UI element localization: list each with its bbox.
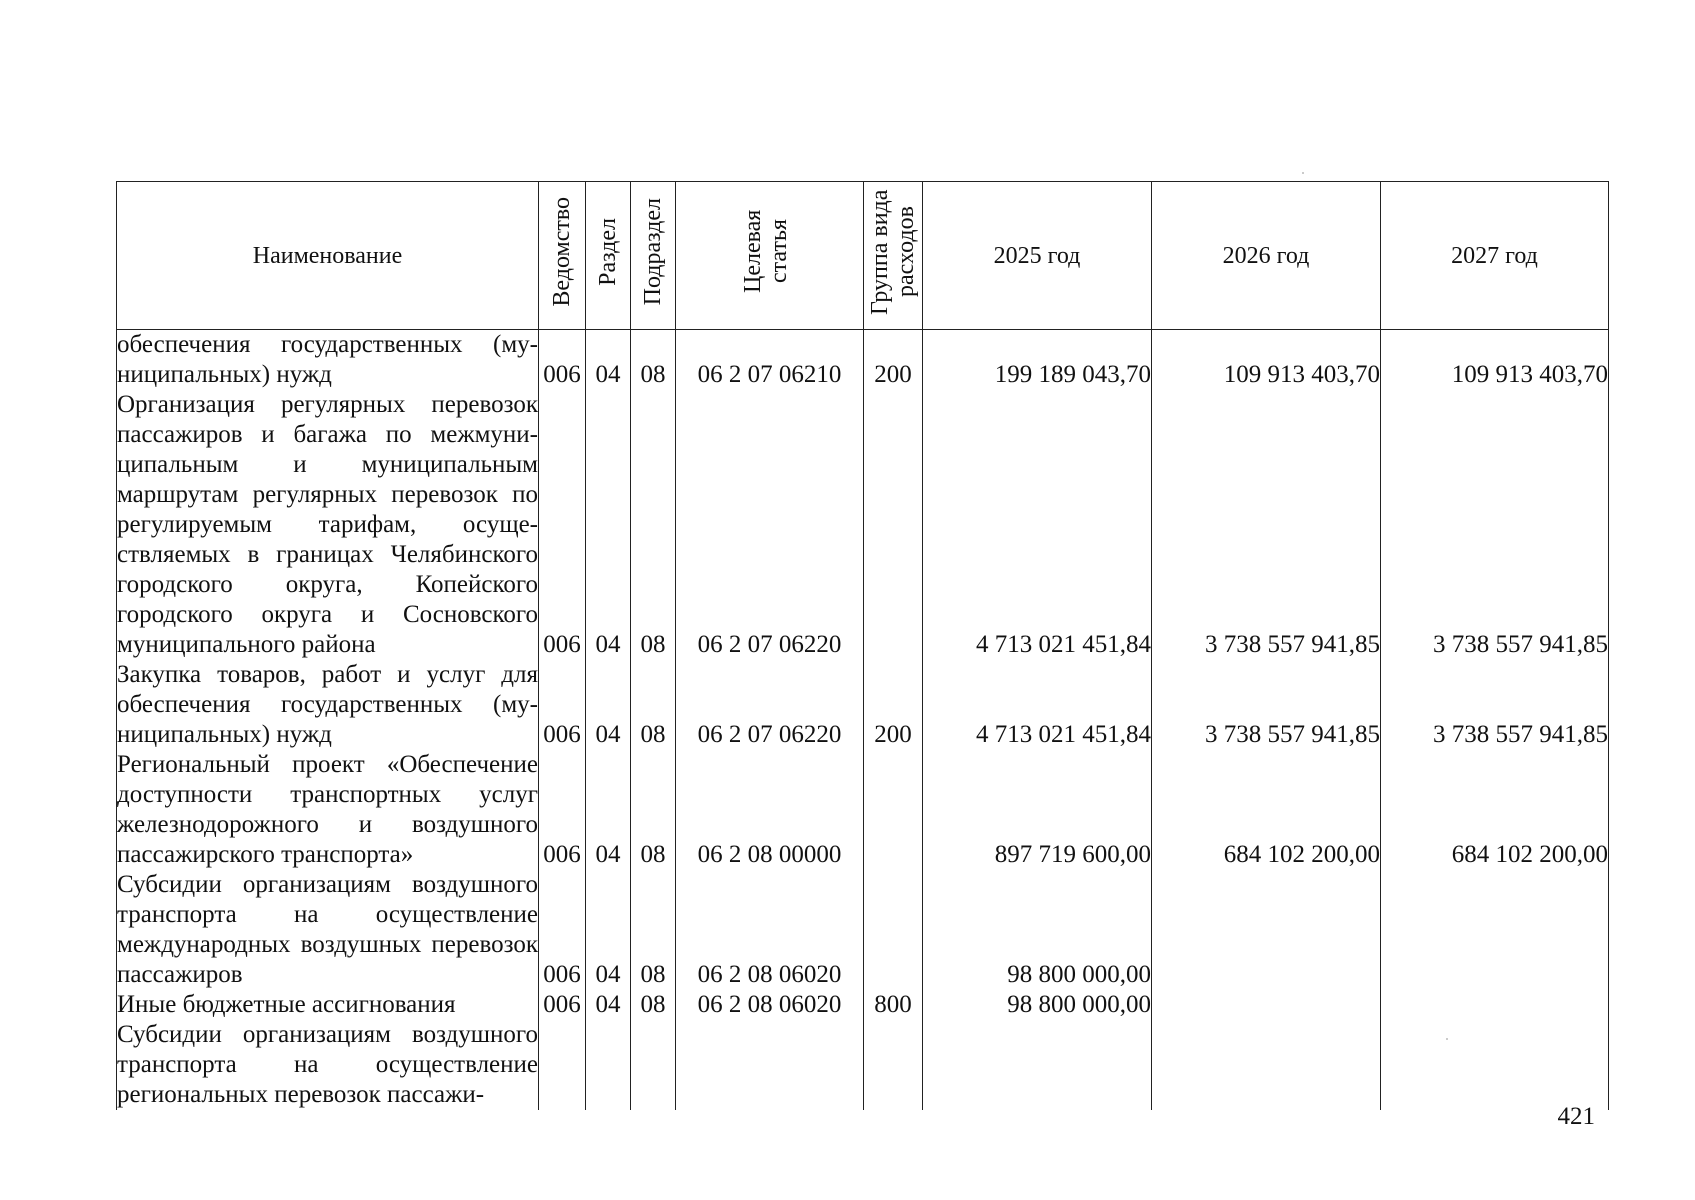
cell-2026 <box>1152 1020 1381 1110</box>
cell-2026: 3 738 557 941,85 <box>1152 660 1381 750</box>
cell-expense-group <box>864 870 923 990</box>
header-expense-group <box>864 182 923 330</box>
table-row <box>117 660 1609 750</box>
header-subsection-label: Подраздел <box>640 197 666 306</box>
cell-2027: 684 102 200,00 <box>1381 750 1609 870</box>
cell-subsection: 08 <box>631 330 676 391</box>
header-2025: 2025 год <box>923 182 1152 330</box>
cell-section: 04 <box>586 660 631 750</box>
cell-2026: 3 738 557 941,85 <box>1152 390 1381 660</box>
cell-department: 006 <box>539 390 586 660</box>
table-row <box>117 870 1609 990</box>
table-row <box>117 1020 1609 1110</box>
header-department <box>539 182 586 330</box>
table-body <box>117 330 1609 1111</box>
table-header-row <box>117 182 1609 330</box>
cell-expense-group: 200 <box>864 330 923 391</box>
cell-name: Субсидии организациям воздушного транспорта на осуществление региональных перевозок пассажи- <box>117 1021 538 1108</box>
cell-subsection: 08 <box>631 990 676 1020</box>
cell-department: 006 <box>539 750 586 870</box>
cell-2025: 4 713 021 451,84 <box>923 390 1152 660</box>
cell-section: 04 <box>586 750 631 870</box>
cell-2026: 684 102 200,00 <box>1152 750 1381 870</box>
cell-department: 006 <box>539 870 586 990</box>
header-2026: 2026 год <box>1152 182 1381 330</box>
cell-2025 <box>923 1020 1152 1110</box>
cell-department: 006 <box>539 330 586 391</box>
header-section-label: Раздел <box>595 217 621 286</box>
header-subsection <box>631 182 676 330</box>
cell-target-article: 06 2 07 06220 <box>676 390 864 660</box>
cell-expense-group: 200 <box>864 660 923 750</box>
cell-2025: 98 800 000,00 <box>923 990 1152 1020</box>
header-name: Наименование <box>117 182 539 330</box>
header-target-article <box>676 182 864 330</box>
cell-target-article: 06 2 08 06020 <box>676 870 864 990</box>
cell-subsection: 08 <box>631 870 676 990</box>
cell-expense-group <box>864 1020 923 1110</box>
cell-2027 <box>1381 1020 1609 1110</box>
cell-2027 <box>1381 990 1609 1020</box>
cell-department: 006 <box>539 660 586 750</box>
page-number: 421 <box>1557 1103 1595 1130</box>
cell-name: Закупка товаров, работ и услуг для обеспечения государственных (муниципальных) нужд <box>117 661 538 748</box>
cell-section <box>586 1020 631 1110</box>
table-row <box>117 990 1609 1020</box>
cell-section: 04 <box>586 990 631 1020</box>
table-row <box>117 750 1609 870</box>
cell-2027: 109 913 403,70 <box>1381 330 1609 391</box>
cell-subsection: 08 <box>631 390 676 660</box>
cell-2025: 199 189 043,70 <box>923 330 1152 391</box>
cell-target-article: 06 2 08 00000 <box>676 750 864 870</box>
cell-2025: 897 719 600,00 <box>923 750 1152 870</box>
header-expense-group-label: Группа вида расходов <box>867 188 919 315</box>
cell-target-article: 06 2 07 06220 <box>676 660 864 750</box>
cell-expense-group <box>864 390 923 660</box>
cell-department <box>539 1020 586 1110</box>
cell-expense-group <box>864 750 923 870</box>
cell-section: 04 <box>586 870 631 990</box>
scan-speck <box>1446 1038 1448 1040</box>
cell-2025: 98 800 000,00 <box>923 870 1152 990</box>
cell-section: 04 <box>586 390 631 660</box>
budget-table <box>116 181 1609 1110</box>
scan-speck <box>1302 172 1304 174</box>
header-target-article-label: Целевая статья <box>739 209 792 294</box>
table-row <box>117 390 1609 660</box>
cell-name: Региональный проект «Обеспечение доступности транспортных услуг железнодорожного и воздушного пассажирского транспорта» <box>117 751 538 868</box>
cell-department: 006 <box>539 990 586 1020</box>
header-department-label: Ведомство <box>549 196 575 307</box>
cell-2025: 4 713 021 451,84 <box>923 660 1152 750</box>
cell-2027 <box>1381 870 1609 990</box>
table-row <box>117 330 1609 391</box>
cell-expense-group: 800 <box>864 990 923 1020</box>
cell-name: Субсидии организациям воздушного транспорта на осуществление международных воздушных перевозок пассажиров <box>117 871 538 988</box>
cell-section: 04 <box>586 330 631 391</box>
cell-2026 <box>1152 870 1381 990</box>
cell-2026: 109 913 403,70 <box>1152 330 1381 391</box>
cell-target-article: 06 2 07 06210 <box>676 330 864 391</box>
cell-name: Иные бюджетные ассигнования <box>117 990 539 1020</box>
header-section <box>586 182 631 330</box>
cell-2027: 3 738 557 941,85 <box>1381 390 1609 660</box>
header-2027: 2027 год <box>1381 182 1609 330</box>
cell-2027: 3 738 557 941,85 <box>1381 660 1609 750</box>
cell-name: Организация регулярных перевозок пассажиров и багажа по межмуниципальным и муниципальным маршрутам регулярных перевозок по регулируемым тарифам, осуществляемых в границах Челябинского городского округа, Копейского городского округа и Сосновского муниципального района <box>117 391 538 658</box>
cell-name: обеспечения государственных (муниципальных) нужд <box>117 331 538 388</box>
cell-subsection: 08 <box>631 660 676 750</box>
cell-subsection <box>631 1020 676 1110</box>
cell-target-article <box>676 1020 864 1110</box>
cell-2026 <box>1152 990 1381 1020</box>
cell-target-article: 06 2 08 06020 <box>676 990 864 1020</box>
cell-subsection: 08 <box>631 750 676 870</box>
